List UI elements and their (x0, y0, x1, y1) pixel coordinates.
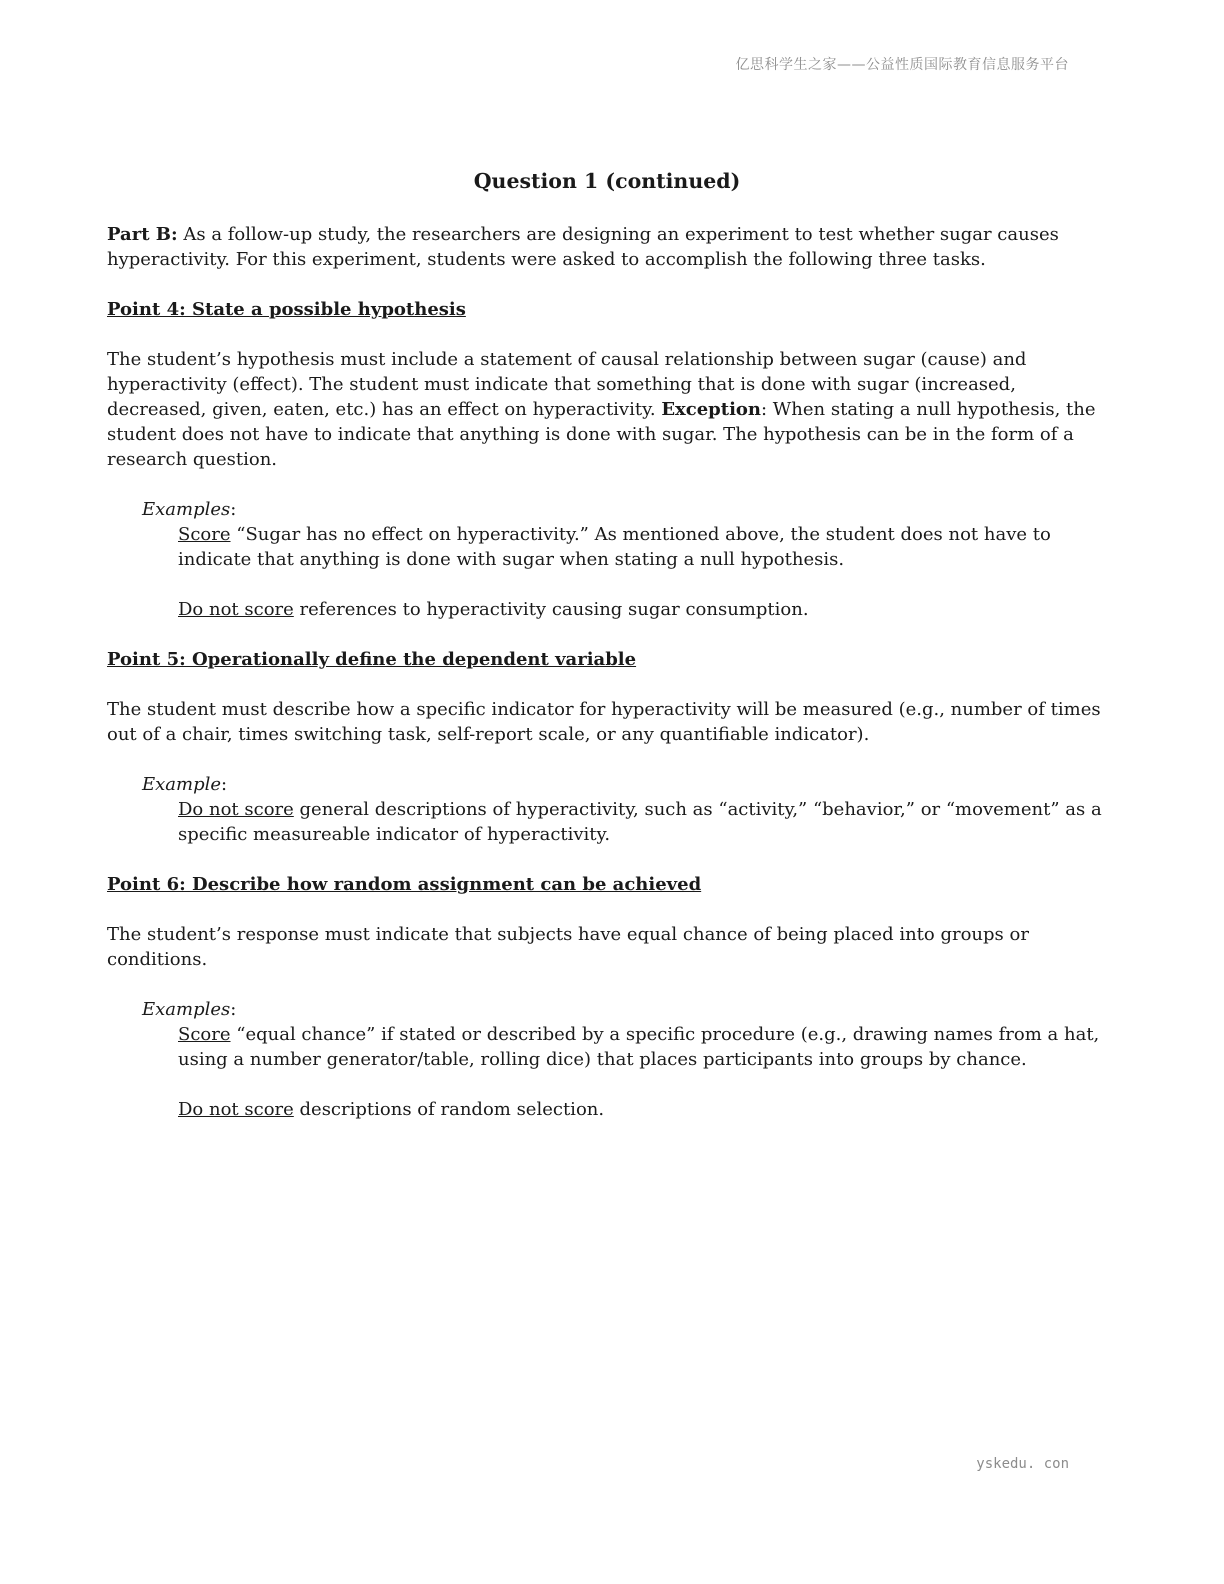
point-4-body-after: : When stating a null hypothesis, the student does not have to indicate that anything is done with sugar. The hypothesis can be in the form of a research question. (107, 399, 1096, 470)
point-4-heading: Point 4: State a possible hypothesis (107, 299, 466, 320)
point-6-heading: Point 6: Describe how random assignment can be achieved (107, 874, 702, 895)
point-5-body: The student must describe how a specific indicator for hyperactivity will be measured (e.g., number of times out of a chair, times switching task, self-report scale, or any quantifiable indicator). (107, 699, 1101, 745)
part-b-paragraph (107, 222, 1107, 272)
point-5-heading: Point 5: Operationally define the dependent variable (107, 649, 637, 670)
part-b-label: Part B: (107, 224, 178, 245)
watermark-header: 亿思科学生之家——公益性质国际教育信息服务平台 (735, 57, 1069, 73)
document-body (107, 166, 1107, 1122)
page-title: Question 1 (continued) (473, 169, 741, 193)
point-4-example-do-not-score: Do not score references to hyperactivity causing sugar consumption. (178, 599, 809, 620)
score-key: Score (178, 524, 231, 545)
point-6-example-score: Score “equal chance” if stated or described by a specific procedure (e.g., drawing names from a hat, using a number generator/table, rolling dice) that places participants into groups by chance. (178, 1024, 1100, 1070)
point-6-example-do-not-score: Do not score descriptions of random selection. (178, 1099, 605, 1120)
point-5-example-label: Example: (142, 774, 228, 795)
do-not-score-key: Do not score (178, 599, 294, 620)
do-not-score-key: Do not score (178, 799, 294, 820)
point-6-body: The student’s response must indicate that subjects have equal chance of being placed into groups or conditions. (107, 924, 1029, 970)
exception-label: Exception (661, 399, 762, 420)
point-4-examples-label: Examples: (142, 499, 237, 520)
point-4-body-before: The student’s hypothesis must include a statement of causal relationship between sugar (cause) and hyperactivity (effect). The student must indicate that something that is done with sugar (increased, decreased, given, eaten, etc.) has an effect on hyperactivity. (107, 349, 1027, 420)
point-4-body (107, 347, 1107, 472)
score-key: Score (178, 1024, 231, 1045)
point-4-example-score: Score “Sugar has no effect on hyperactivity.” As mentioned above, the student does not have to indicate that anything is done with sugar when stating a null hypothesis. (178, 524, 1051, 570)
watermark-footer: yskedu. con (976, 1456, 1069, 1472)
do-not-score-key: Do not score (178, 1099, 294, 1120)
point-5-example-do-not-score: Do not score general descriptions of hyperactivity, such as “activity,” “behavior,” or “movement” as a specific measureable indicator of hyperactivity. (178, 799, 1102, 845)
point-6-examples-label: Examples: (142, 999, 237, 1020)
part-b-text: As a follow-up study, the researchers are designing an experiment to test whether sugar causes hyperactivity. For this experiment, students were asked to accomplish the following three tasks. (107, 224, 1059, 270)
